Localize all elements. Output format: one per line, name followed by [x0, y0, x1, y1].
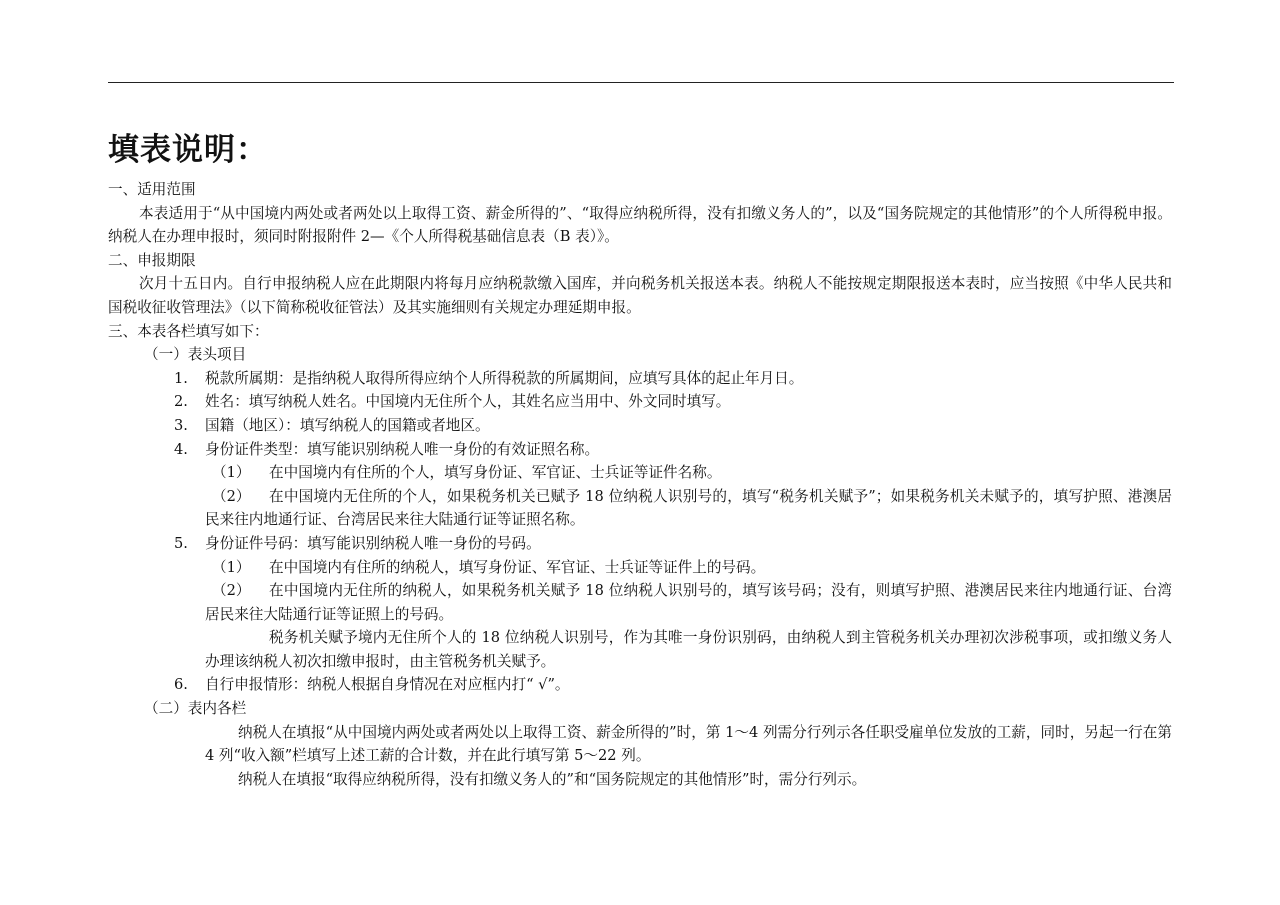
header-rule — [108, 82, 1174, 83]
list-item-text: 自行申报情形：纳税人根据自身情况在对应框内打“ √”。 — [205, 676, 570, 694]
list-item-text: 税款所属期：是指纳税人取得所得应纳个人所得税款的所属期间，应填写具体的起止年月日。 — [205, 369, 804, 387]
section-paragraph-scope: 本表适用于“从中国境内两处或者两处以上取得工资、薪金所得的”、“取得应纳税所得，没有扣缴义务人的”，以及“国务院规定的其他情形”的个人所得税申报。纳税人在办理申报时，须同时附报附件 2—《个人所得税基础信息表（B 表）》。 — [108, 204, 1172, 246]
sub-list-item — [108, 461, 1172, 485]
list-item-number: 3. — [174, 416, 188, 434]
sub-list-item — [108, 579, 1172, 626]
list-item-number: 2. — [174, 393, 188, 411]
sub-list-item — [108, 485, 1172, 532]
list-item — [108, 438, 1172, 462]
sub-list-item-text: 在中国境内无住所的个人，如果税务机关已赋予 18 位纳税人识别号的，填写“税务机关赋予”；如果税务机关未赋予的，填写护照、港澳居民来往内地通行证、台湾居民来往大陆通行证等证照名称。 — [205, 487, 1172, 529]
section-heading-deadline: 二、申报期限 — [108, 251, 196, 269]
subsection-heading-table-items: （二）表内各栏 — [144, 700, 247, 718]
sub-list-item-number: （2） — [212, 582, 251, 600]
sub-list-item-number: （1） — [212, 558, 251, 576]
id-number-note: 税务机关赋予境内无住所个人的 18 位纳税人识别号，作为其唯一身份识别码，由纳税人到主管税务机关办理初次涉税事项，或扣缴义务人办理该纳税人初次扣缴申报时，由主管税务机关赋予。 — [205, 629, 1172, 670]
list-item-number: 4. — [174, 440, 188, 458]
list-item — [108, 532, 1172, 556]
sub-list-item-number: （1） — [212, 464, 251, 482]
list-item-text: 身份证件号码：填写能识别纳税人唯一身份的号码。 — [205, 534, 541, 552]
section-heading-scope: 一、适用范围 — [108, 181, 196, 198]
list-item — [108, 390, 1172, 414]
list-item-text: 姓名：填写纳税人姓名。中国境内无住所个人，其姓名应当用中、外文同时填写。 — [205, 393, 731, 411]
subsection-heading-header-items: （一）表头项目 — [144, 346, 247, 364]
sub-list-item-text: 在中国境内有住所的个人，填写身份证、军官证、士兵证等证件名称。 — [269, 464, 722, 482]
list-item — [108, 673, 1172, 697]
section-heading-fields: 三、本表各栏填写如下： — [108, 322, 269, 340]
instructions-body — [108, 178, 1172, 791]
page-title: 填表说明： — [108, 132, 268, 168]
table-items-paragraph: 纳税人在填报“从中国境内两处或者两处以上取得工资、薪金所得的”时，第 1～4 列需分行列示各任职受雇单位发放的工薪，同时，另起一行在第 4 列“收入额”栏填写上述工薪的合计数，并在此行填写第 5～22 列。 — [205, 723, 1172, 765]
list-item-number: 5. — [174, 534, 188, 552]
sub-list-item-text: 在中国境内有住所的纳税人，填写身份证、军官证、士兵证等证件上的号码。 — [269, 558, 766, 576]
sub-list-item — [108, 556, 1172, 580]
list-item-number: 6. — [174, 676, 188, 694]
list-item-text: 身份证件类型：填写能识别纳税人唯一身份的有效证照名称。 — [205, 440, 600, 458]
list-item — [108, 414, 1172, 438]
sub-list-item-text: 在中国境内无住所的纳税人，如果税务机关赋予 18 位纳税人识别号的，填写该号码；没有，则填写护照、港澳居民来往内地通行证、台湾居民来往大陆通行证等证照上的号码。 — [205, 582, 1172, 623]
list-item-number: 1. — [174, 369, 188, 387]
sub-list-item-number: （2） — [212, 487, 251, 505]
table-items-paragraph: 纳税人在填报“取得应纳税所得，没有扣缴义务人的”和“国务院规定的其他情形”时，需分行列示。 — [238, 770, 867, 788]
section-paragraph-deadline: 次月十五日内。自行申报纳税人应在此期限内将每月应纳税款缴入国库，并向税务机关报送本表。纳税人不能按规定期限报送本表时，应当按照《中华人民共和国税收征收管理法》（以下简称税收征管法）及其实施细则有关规定办理延期申报。 — [108, 275, 1172, 316]
list-item-text: 国籍（地区）：填写纳税人的国籍或者地区。 — [205, 416, 490, 434]
list-item — [108, 367, 1172, 391]
